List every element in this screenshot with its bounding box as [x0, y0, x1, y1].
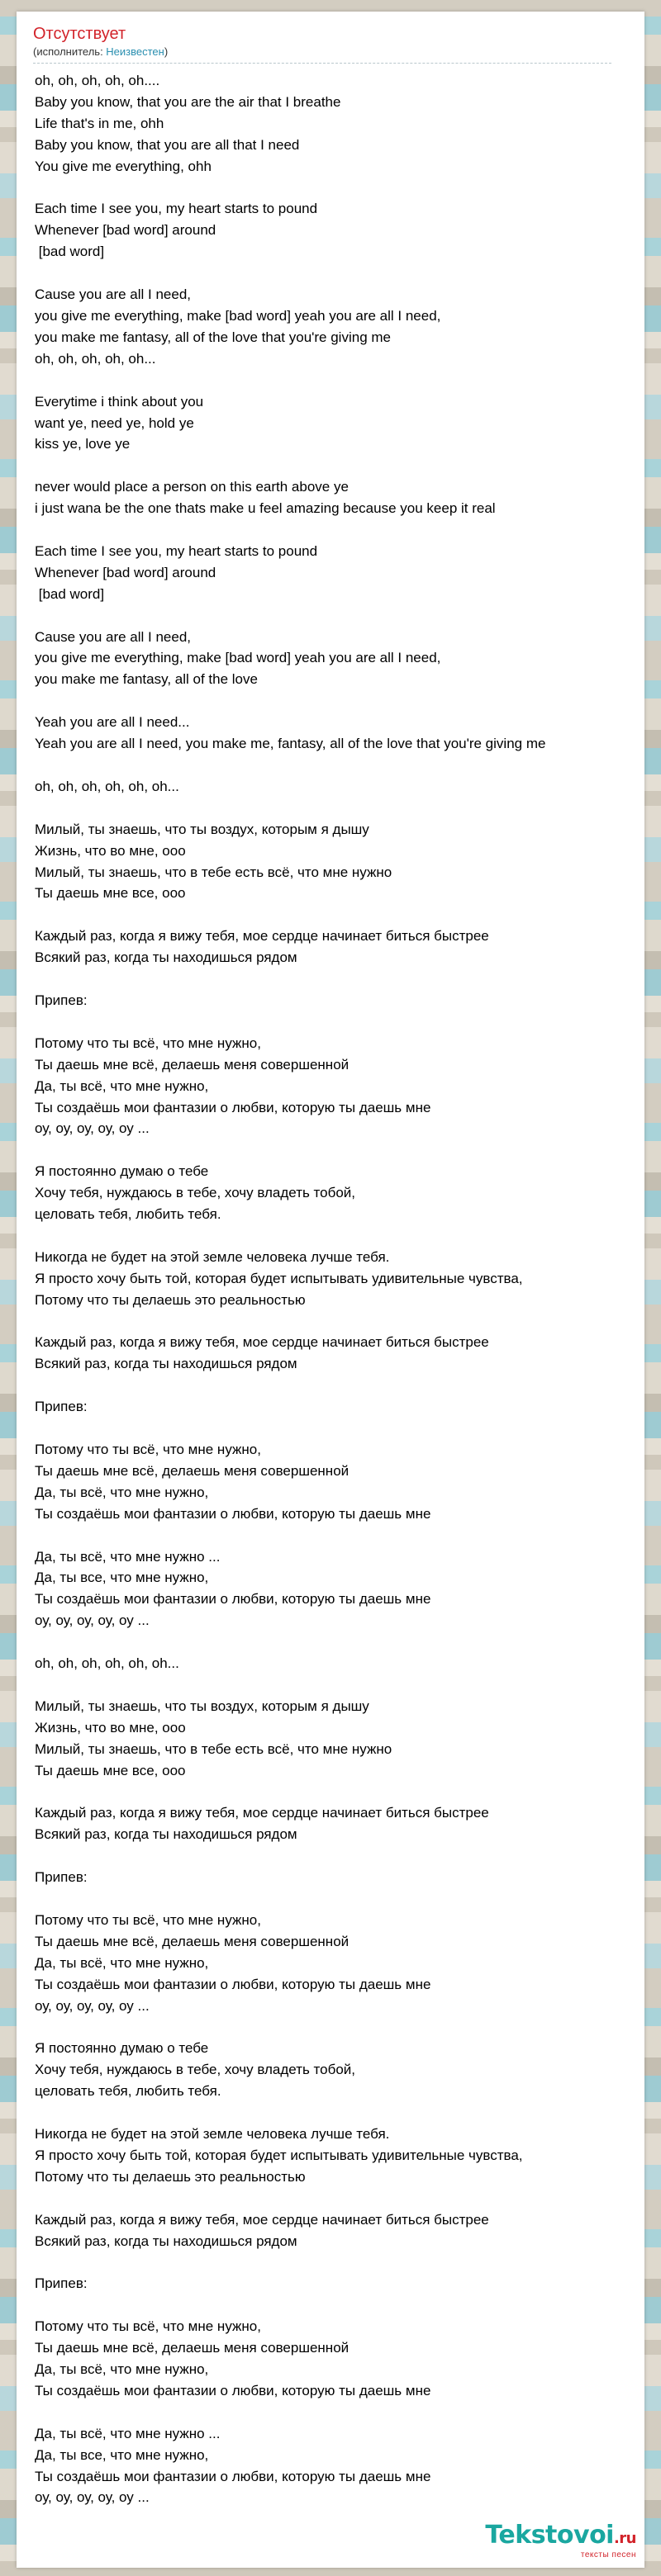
lyric-line: Whenever [bad word] around [35, 222, 216, 239]
lyric-line: Ты даешь мне всё, делаешь меня совершенной [35, 1933, 350, 1949]
site-logo[interactable] [485, 2522, 636, 2559]
stanza-break [35, 370, 628, 391]
lyric-line: Потому что ты всё, что мне нужно, [35, 2318, 261, 2335]
lyric-line: want ye, need ye, hold ye [35, 414, 194, 431]
lyric-line: you make me fantasy, all of the love [35, 671, 258, 688]
lyric-line: оу, оу, оу, оу, оу ... [35, 1120, 150, 1137]
logo-domain: .ru [613, 2530, 636, 2547]
lyric-line: Baby you know, that you are all that I need [35, 136, 300, 153]
stanza-break [35, 2294, 628, 2316]
lyric-line: Потому что ты всё, что мне нужно, [35, 1035, 261, 1051]
lyric-line: целовать тебя, любить тебя. [35, 2083, 221, 2100]
lyric-line: Жизнь, что во мне, ооо [35, 842, 186, 859]
lyrics-text [17, 64, 644, 2508]
lyric-line: Каждый раз, когда я вижу тебя, мое сердце начинает биться быстрее [35, 928, 489, 945]
stanza-break [35, 2188, 628, 2209]
lyric-line: Ты даешь мне всё, делаешь меня совершенной [35, 2340, 350, 2356]
logo-tagline: тексты песен [580, 2550, 636, 2559]
lyric-line: Милый, ты знаешь, что в тебе есть всё, что мне нужно [35, 864, 392, 880]
lyric-line: Ты даешь мне всё, делаешь меня совершенной [35, 1056, 350, 1073]
lyric-line: Припев: [35, 2275, 88, 2292]
lyric-line: Потому что ты всё, что мне нужно, [35, 1911, 261, 1928]
artist-suffix: ) [164, 45, 169, 58]
lyric-line: Ты создаёшь мои фантазии о любви, которую ты даешь мне [35, 1505, 431, 1522]
lyric-line: Я просто хочу быть той, которая будет испытывать удивительные чувства, [35, 1270, 523, 1286]
lyric-line: Yeah you are all I need, you make me, fantasy, all of the love that you're giving me [35, 736, 546, 752]
logo-name: Tekstovoi [485, 2521, 614, 2550]
logo-wordmark [485, 2522, 636, 2552]
lyric-line: i just wana be the one thats make u feel amazing because you keep it real [35, 500, 496, 517]
lyric-line: Да, ты всё, что мне нужно ... [35, 2425, 221, 2441]
lyric-line: you give me everything, make [bad word] yeah you are all I need, [35, 650, 441, 666]
lyric-line: you make me fantasy, all of the love that you're giving me [35, 329, 391, 345]
lyrics-sheet [17, 12, 644, 2568]
lyric-line: Life that's in me, ohh [35, 115, 164, 131]
lyric-line: You give me everything, ohh [35, 158, 212, 174]
lyric-line: oh, oh, oh, oh, oh, oh... [35, 1655, 179, 1672]
lyric-line: Всякий раз, когда ты находишься рядом [35, 1826, 297, 1843]
lyric-line: Ты создаёшь мои фантазии о любви, которую ты даешь мне [35, 2468, 431, 2484]
stanza-break [35, 1418, 628, 1439]
stanza-break [35, 968, 628, 990]
lyric-line: Я просто хочу быть той, которая будет испытывать удивительные чувства, [35, 2147, 523, 2163]
stanza-break [35, 1011, 628, 1033]
stanza-break [35, 798, 628, 819]
stanza-break [35, 178, 628, 199]
artist-line [33, 45, 611, 64]
lyric-line: Жизнь, что во мне, ооо [35, 1719, 186, 1735]
stanza-break [35, 519, 628, 541]
lyric-line: Each time I see you, my heart starts to pound [35, 542, 318, 559]
lyric-line: Да, ты всё, что мне нужно, [35, 1954, 209, 1971]
song-title: Отсутствует [33, 25, 126, 43]
lyric-line: целовать тебя, любить тебя. [35, 1206, 221, 1223]
stanza-break [35, 1888, 628, 1910]
lyric-line: Потому что ты делаешь это реальностью [35, 2168, 306, 2185]
lyric-line: Cause you are all I need, [35, 628, 192, 645]
lyric-line: оу, оу, оу, оу, оу ... [35, 1612, 150, 1629]
lyric-line: Всякий раз, когда ты находишься рядом [35, 949, 297, 966]
lyric-line: oh, oh, oh, oh, oh, oh... [35, 778, 179, 794]
lyric-line: Хочу тебя, нуждаюсь в тебе, хочу владеть тобой, [35, 1185, 356, 1201]
stanza-break [35, 605, 628, 627]
lyric-line: Припев: [35, 1399, 88, 1415]
song-header [17, 12, 644, 64]
lyric-line: Всякий раз, когда ты находишься рядом [35, 1356, 297, 1372]
stanza-break [35, 690, 628, 712]
lyric-line: Да, ты всё, что мне нужно, [35, 1077, 209, 1094]
lyric-line: Хочу тебя, нуждаюсь в тебе, хочу владеть тобой, [35, 2062, 356, 2078]
lyric-line: Ты даешь мне всё, делаешь меня совершенной [35, 1462, 350, 1479]
lyric-line: Потому что ты всё, что мне нужно, [35, 1442, 261, 1457]
lyric-line: Я постоянно думаю о тебе [35, 2040, 209, 2057]
lyric-line: oh, oh, oh, oh, oh... [35, 350, 156, 367]
stanza-break [35, 455, 628, 476]
stanza-break [35, 2252, 628, 2273]
lyric-line: Каждый раз, когда я вижу тебя, мое сердце начинает биться быстрее [35, 1334, 489, 1351]
lyric-line: Да, ты всё, что мне нужно, [35, 2361, 209, 2377]
lyric-line: Припев: [35, 1869, 88, 1886]
lyric-line: Everytime i think about you [35, 393, 204, 410]
lyric-line: Милый, ты знаешь, что в тебе есть всё, что мне нужно [35, 1740, 392, 1757]
stanza-break [35, 263, 628, 284]
stanza-break [35, 1525, 628, 1546]
lyric-line: Милый, ты знаешь, что ты воздух, которым я дышу [35, 1698, 369, 1714]
lyric-line: Each time I see you, my heart starts to pound [35, 201, 318, 217]
lyric-line: kiss ye, love ye [35, 436, 131, 452]
stanza-break [35, 1375, 628, 1396]
stanza-break [35, 1139, 628, 1161]
lyric-line: Никогда не будет на этой земле человека лучше тебя. [35, 2126, 390, 2142]
stanza-break [35, 1845, 628, 1867]
stanza-break [35, 1631, 628, 1653]
lyric-line: Ты создаёшь мои фантазии о любви, которую ты даешь мне [35, 1591, 431, 1608]
stanza-break [35, 2402, 628, 2423]
stanza-break [35, 1782, 628, 1803]
artist-prefix: (исполнитель: [33, 45, 107, 58]
lyric-line: Да, ты все, что мне нужно, [35, 1570, 209, 1586]
lyric-line: Припев: [35, 992, 88, 1008]
lyric-line: Я постоянно думаю о тебе [35, 1163, 209, 1180]
lyric-line: Ты создаёшь мои фантазии о любви, которую ты даешь мне [35, 1099, 431, 1115]
lyric-line: Whenever [bad word] around [35, 564, 216, 580]
lyric-line: Да, ты всё, что мне нужно ... [35, 1548, 221, 1565]
stanza-break [35, 755, 628, 776]
lyric-line: [bad word] [35, 585, 105, 602]
lyric-line: Ты даешь мне все, ооо [35, 885, 186, 902]
lyric-line: Милый, ты знаешь, что ты воздух, которым я дышу [35, 821, 369, 837]
stanza-break [35, 1311, 628, 1333]
lyric-line: never would place a person on this earth above ye [35, 479, 349, 495]
lyric-line: оу, оу, оу, оу, оу ... [35, 2489, 150, 2506]
lyric-line: Да, ты все, что мне нужно, [35, 2446, 209, 2463]
lyric-line: Ты создаёшь мои фантазии о любви, которую ты даешь мне [35, 1976, 431, 1992]
lyric-line: Yeah you are all I need... [35, 714, 190, 731]
lyric-line: [bad word] [35, 244, 105, 260]
stanza-break [35, 1674, 628, 1696]
stanza-break [35, 2102, 628, 2124]
lyric-line: Cause you are all I need, [35, 286, 192, 303]
lyric-line: Никогда не будет на этой земле человека лучше тебя. [35, 1248, 390, 1265]
lyric-line: Ты даешь мне все, ооо [35, 1762, 186, 1778]
artist-link[interactable]: Неизвестен [106, 45, 164, 58]
lyric-line: Потому что ты делаешь это реальностью [35, 1291, 306, 1308]
lyric-line: Ты создаёшь мои фантазии о любви, которую ты даешь мне [35, 2382, 431, 2398]
stanza-break [35, 2016, 628, 2038]
lyric-line: Всякий раз, когда ты находишься рядом [35, 2233, 297, 2249]
lyric-line: Каждый раз, когда я вижу тебя, мое сердце начинает биться быстрее [35, 1805, 489, 1821]
lyric-line: Baby you know, that you are the air that I breathe [35, 93, 341, 110]
lyric-line: оу, оу, оу, оу, оу ... [35, 1997, 150, 2014]
lyric-line: Каждый раз, когда я вижу тебя, мое сердце начинает биться быстрее [35, 2211, 489, 2228]
lyric-line: you give me everything, make [bad word] yeah you are all I need, [35, 307, 441, 324]
stanza-break [35, 1225, 628, 1247]
lyric-line: oh, oh, oh, oh, oh.... [35, 73, 160, 88]
lyric-line: Да, ты всё, что мне нужно, [35, 1484, 209, 1500]
stanza-break [35, 904, 628, 926]
